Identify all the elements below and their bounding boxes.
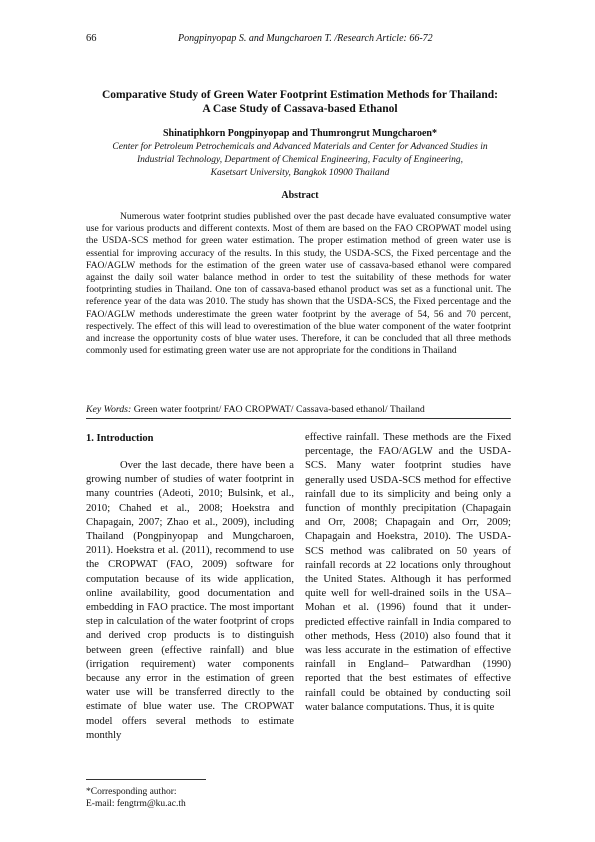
keywords-label: Key Words: [86,404,132,415]
keywords-divider [86,418,511,419]
affiliation-line-3: Kasetsart University, Bangkok 10900 Thailand [210,168,390,178]
introduction-right-column: effective rainfall. These methods are the Fixed percentage, the FAO/AGLW and the USDA-SCS. Many water footprint studies have generally used USDA-SCS method for effective rainfall due to its simplicity and being only a function of monthly precipitation (Chapagain and Orr, 2008; Chapagain and Orr, 2009; Chapagain and Hoekstra, 2010). The USDA-SCS method was calibrated on 50 years of rainfall records at 22 locations only throughout the United States. Although it has performed quite well for well-drained soils in the USA– Mohan et al. (1996) found that it under-predicted effective rainfall in India compared to other methods, Hess (2010) also found that it was less accurate in the estimation of effective rainfall in England– Patwardhan (1990) reported that the best estimates of effective rainfall could be obtained by conducting soil water balance computations. Thus, it is quite [305,432,511,713]
affiliation-line-2: Industrial Technology, Department of Chemical Engineering, Faculty of Engineering, [136,155,464,165]
introduction-left-column: Over the last decade, there have been a growing number of studies of water footprint in many countries (Adeoti, 2010; Bulsink, et al., 2010; Chahed et al., 2008; Hoekstra and Chapagain, 2007; Zhao et al., 2009), including Thailand (Pongpinyopap and Mungcharoen, 2011). Hoekstra et al. (2011), recommend to use the CROPWAT (FAO, 2009) software for computation because of its wide application, online availability, good documentation and embedding in FAO practice. The most important step in calculation of the water footprint of crops and derived crop products is to distinguish between green (effective rainfall) and blue (irrigation requirement) water components because any error in the estimation of green water use will be transferred directly to the estimate of blue water use. The CROPWAT model offers several methods to estimate monthly [86,460,294,741]
authors: Shinatiphkorn Pongpinyopap and Thumrongrut Mungcharoen* [163,128,437,139]
paper-title-line-2: A Case Study of Cassava-based Ethanol [202,103,398,115]
paper-title-line-1: Comparative Study of Green Water Footprint Estimation Methods for Thailand: [101,89,498,101]
footnote-divider [86,779,206,780]
footnote [86,786,186,810]
abstract-body: Numerous water footprint studies published over the past decade have evaluated consumptive water use for various products and different contexts. Most of them are based on the FAO CROPWAT model using the USDA-SCS method for green water estimation. The proper estimation method of green water use is essential for improving accuracy of the results. In this study, the USDA-SCS, the Fixed percentage and the FAO/AGLW methods for the estimation of the green water use of cassava-based ethanol were compared against the daily soil water balance method in order to test the suitability of these methods for water footprinting studies in Thailand. One ton of cassava-based ethanol product was set as a functional unit. The reference year of the data was 2010. The study has shown that the USDA-SCS, the Fixed percentage and the FAO/AGLW methods underestimate the green water footprint by the average of 54, 56 and 70 percent, respectively. The effect of this will lead to overestimation of the blue water component of the water footprint and increase the opportunity costs of blue water uses. Therefore, it can be concluded that all three methods commonly used for estimating green water use are not appropriate for the conditions in Thailand [86,211,511,357]
keywords [86,404,511,415]
abstract-heading: Abstract [281,190,319,201]
corresponding-author-label: *Corresponding author: [86,787,177,797]
keywords-text: Green water footprint/ FAO CROPWAT/ Cassava-based ethanol/ Thailand [133,404,425,415]
running-header: Pongpinyopap S. and Mungcharoen T. /Research Article: 66-72 [178,33,433,44]
corresponding-author-email: E-mail: fengtrm@ku.ac.th [86,799,186,809]
section-heading: 1. Introduction [86,433,154,444]
affiliation-line-1: Center for Petroleum Petrochemicals and Advanced Materials and Center for Advanced Studies in [112,142,488,152]
page-number: 66 [86,33,97,44]
